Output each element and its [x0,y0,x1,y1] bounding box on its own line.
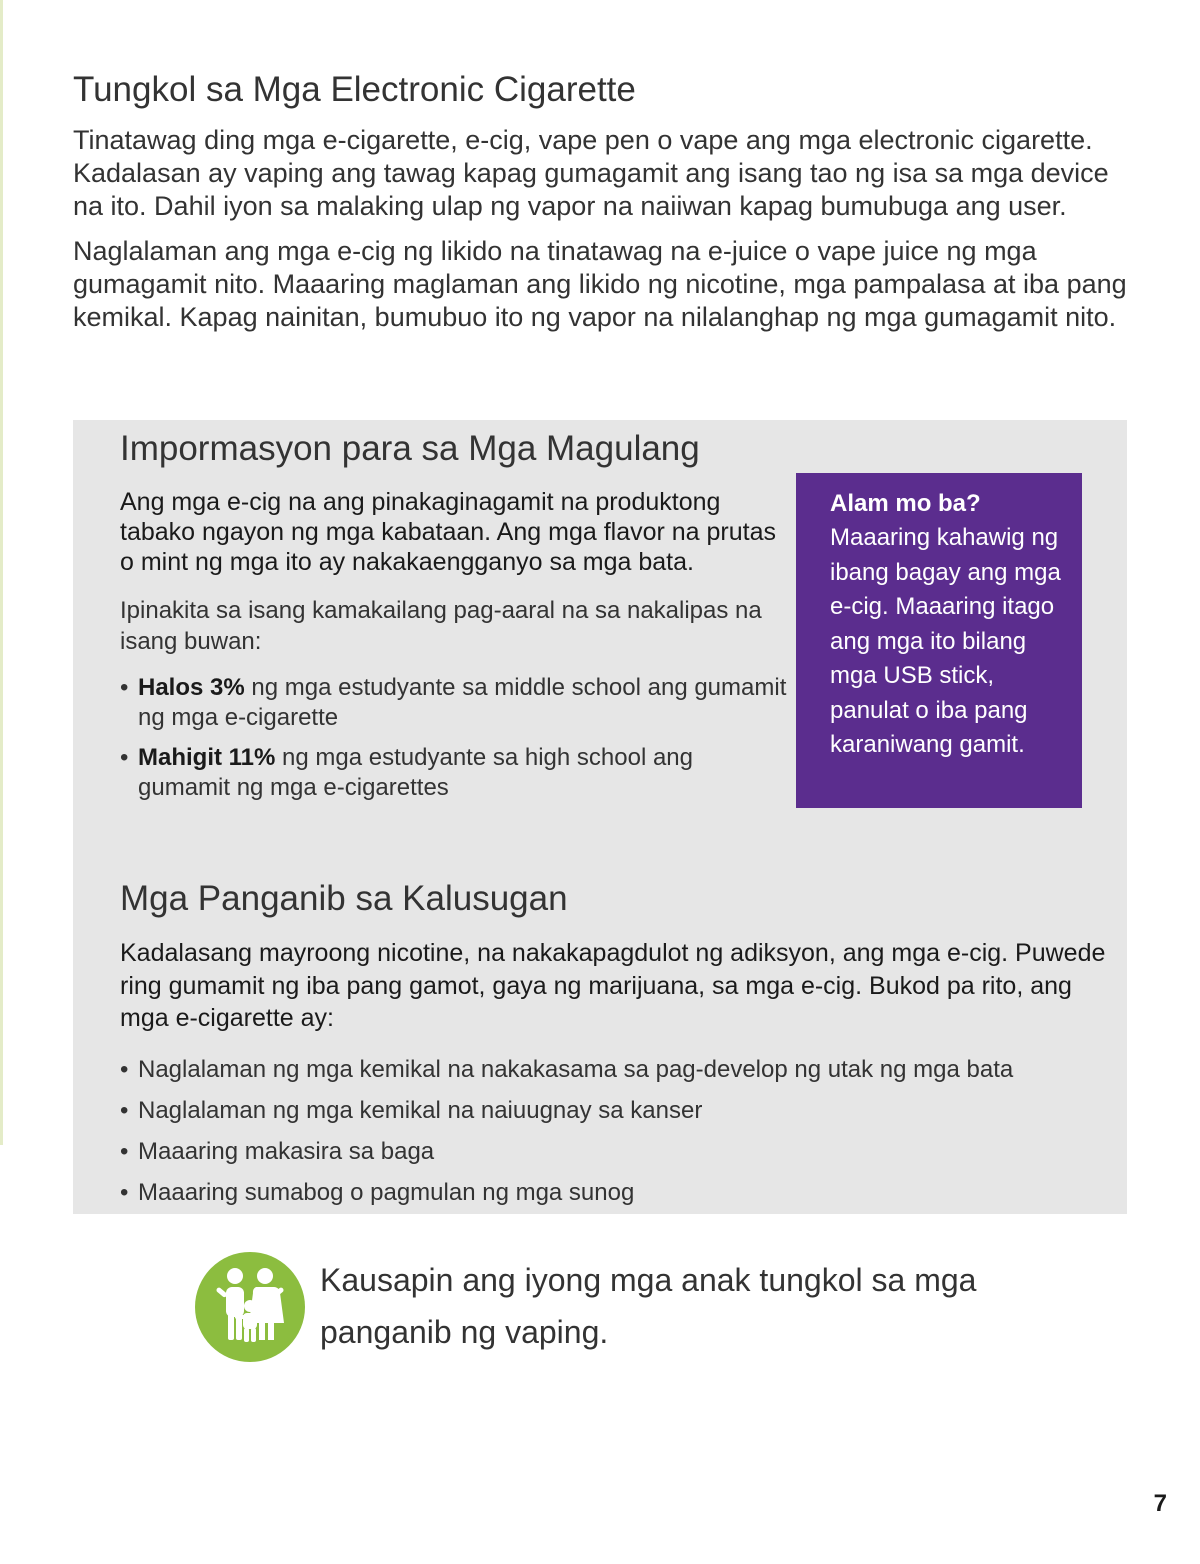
stat-item [120,673,790,733]
page-edge-line [0,0,3,1145]
stat-text: ng mga estudyante sa middle school ang gumamit ng mga e-cigarette [138,674,787,731]
family-icon [195,1252,305,1362]
risk-item: • Maaaring sumabog o pagmulan ng mga sunog [120,1178,1110,1208]
risks-lead: Kadalasang mayroong nicotine, na nakakapagdulot ng adiksyon, ang mga e-cig. Puwede ring gumamit ng iba pang gamot, gaya ng marijuana, sa mga e-cig. Bukod pa rito, ang mga e-cigarette ay: [120,939,1106,1032]
risks-list [120,1055,1110,1208]
did-you-know-callout [796,473,1082,808]
tip-text: Kausapin ang iyong mga anak tungkol sa mga panganib ng vaping. [320,1262,977,1350]
parents-lead: Ang mga e-cig na ang pinakaginagamit na produktong tabako ngayon ng mga kabataan. Ang mga flavor na prutas o mint ng mga ito ay nakakaengganyo sa mga bata. [120,488,777,576]
stat-highlight: Halos 3% [138,674,245,701]
callout-body: Maaaring kahawig ng ibang bagay ang mga e-cig. Maaaring itago ang mga ito bilang mga USB stick, panulat o iba pang karaniwang gamit. [830,524,1061,758]
risks-section [120,875,1110,1219]
stat-text: ng mga estudyante sa high school ang gumamit ng mga e-cigarettes [138,744,693,801]
parents-title: Impormasyon para sa Mga Magulang [120,429,700,468]
risks-title: Mga Panganib sa Kalusugan [120,879,568,918]
page-number: 7 [1153,1490,1167,1517]
intro-paragraph-2: Naglalaman ang mga e-cig ng likido na tinatawag na e-juice o vape juice ng mga gumagamit nito. Maaaring maglaman ang likido ng nicotine, mga pampalasa at iba pang kemikal. Kapag nainitan, bumubuo ito ng vapor na nilalanghap ng mga gumagamit nito. [73,236,1127,332]
family-icon-graphic [195,1252,305,1362]
risk-item: • Naglalaman ng mga kemikal na naiuugnay sa kanser [120,1096,1110,1126]
risk-item: • Maaaring makasira sa baga [120,1137,1110,1167]
risk-item: • Naglalaman ng mga kemikal na nakakasama sa pag-develop ng utak ng mga bata [120,1055,1110,1085]
stat-highlight: Mahigit 11% [138,744,276,771]
intro-paragraph-1: Tinatawag ding mga e-cigarette, e-cig, vape pen o vape ang mga electronic cigarette. Kadalasan ay vaping ang tawag kapag gumagamit ang isang tao ng isa sa mga device na ito. Dahil iyon sa malaking ulap ng vapor na naiiwan kapag bumubuga ang user. [73,125,1109,221]
info-panel [73,420,1127,1214]
study-intro: Ipinakita sa isang kamakailang pag-aaral na sa nakalipas na isang buwan: [120,597,762,655]
callout-title: Alam mo ba? [830,490,981,517]
stat-item [120,743,790,803]
stats-list [120,673,790,803]
intro-title: Tungkol sa Mga Electronic Cigarette [73,70,636,109]
intro-section [73,66,1133,346]
tip-block [195,1252,1095,1362]
parents-section [120,425,790,813]
